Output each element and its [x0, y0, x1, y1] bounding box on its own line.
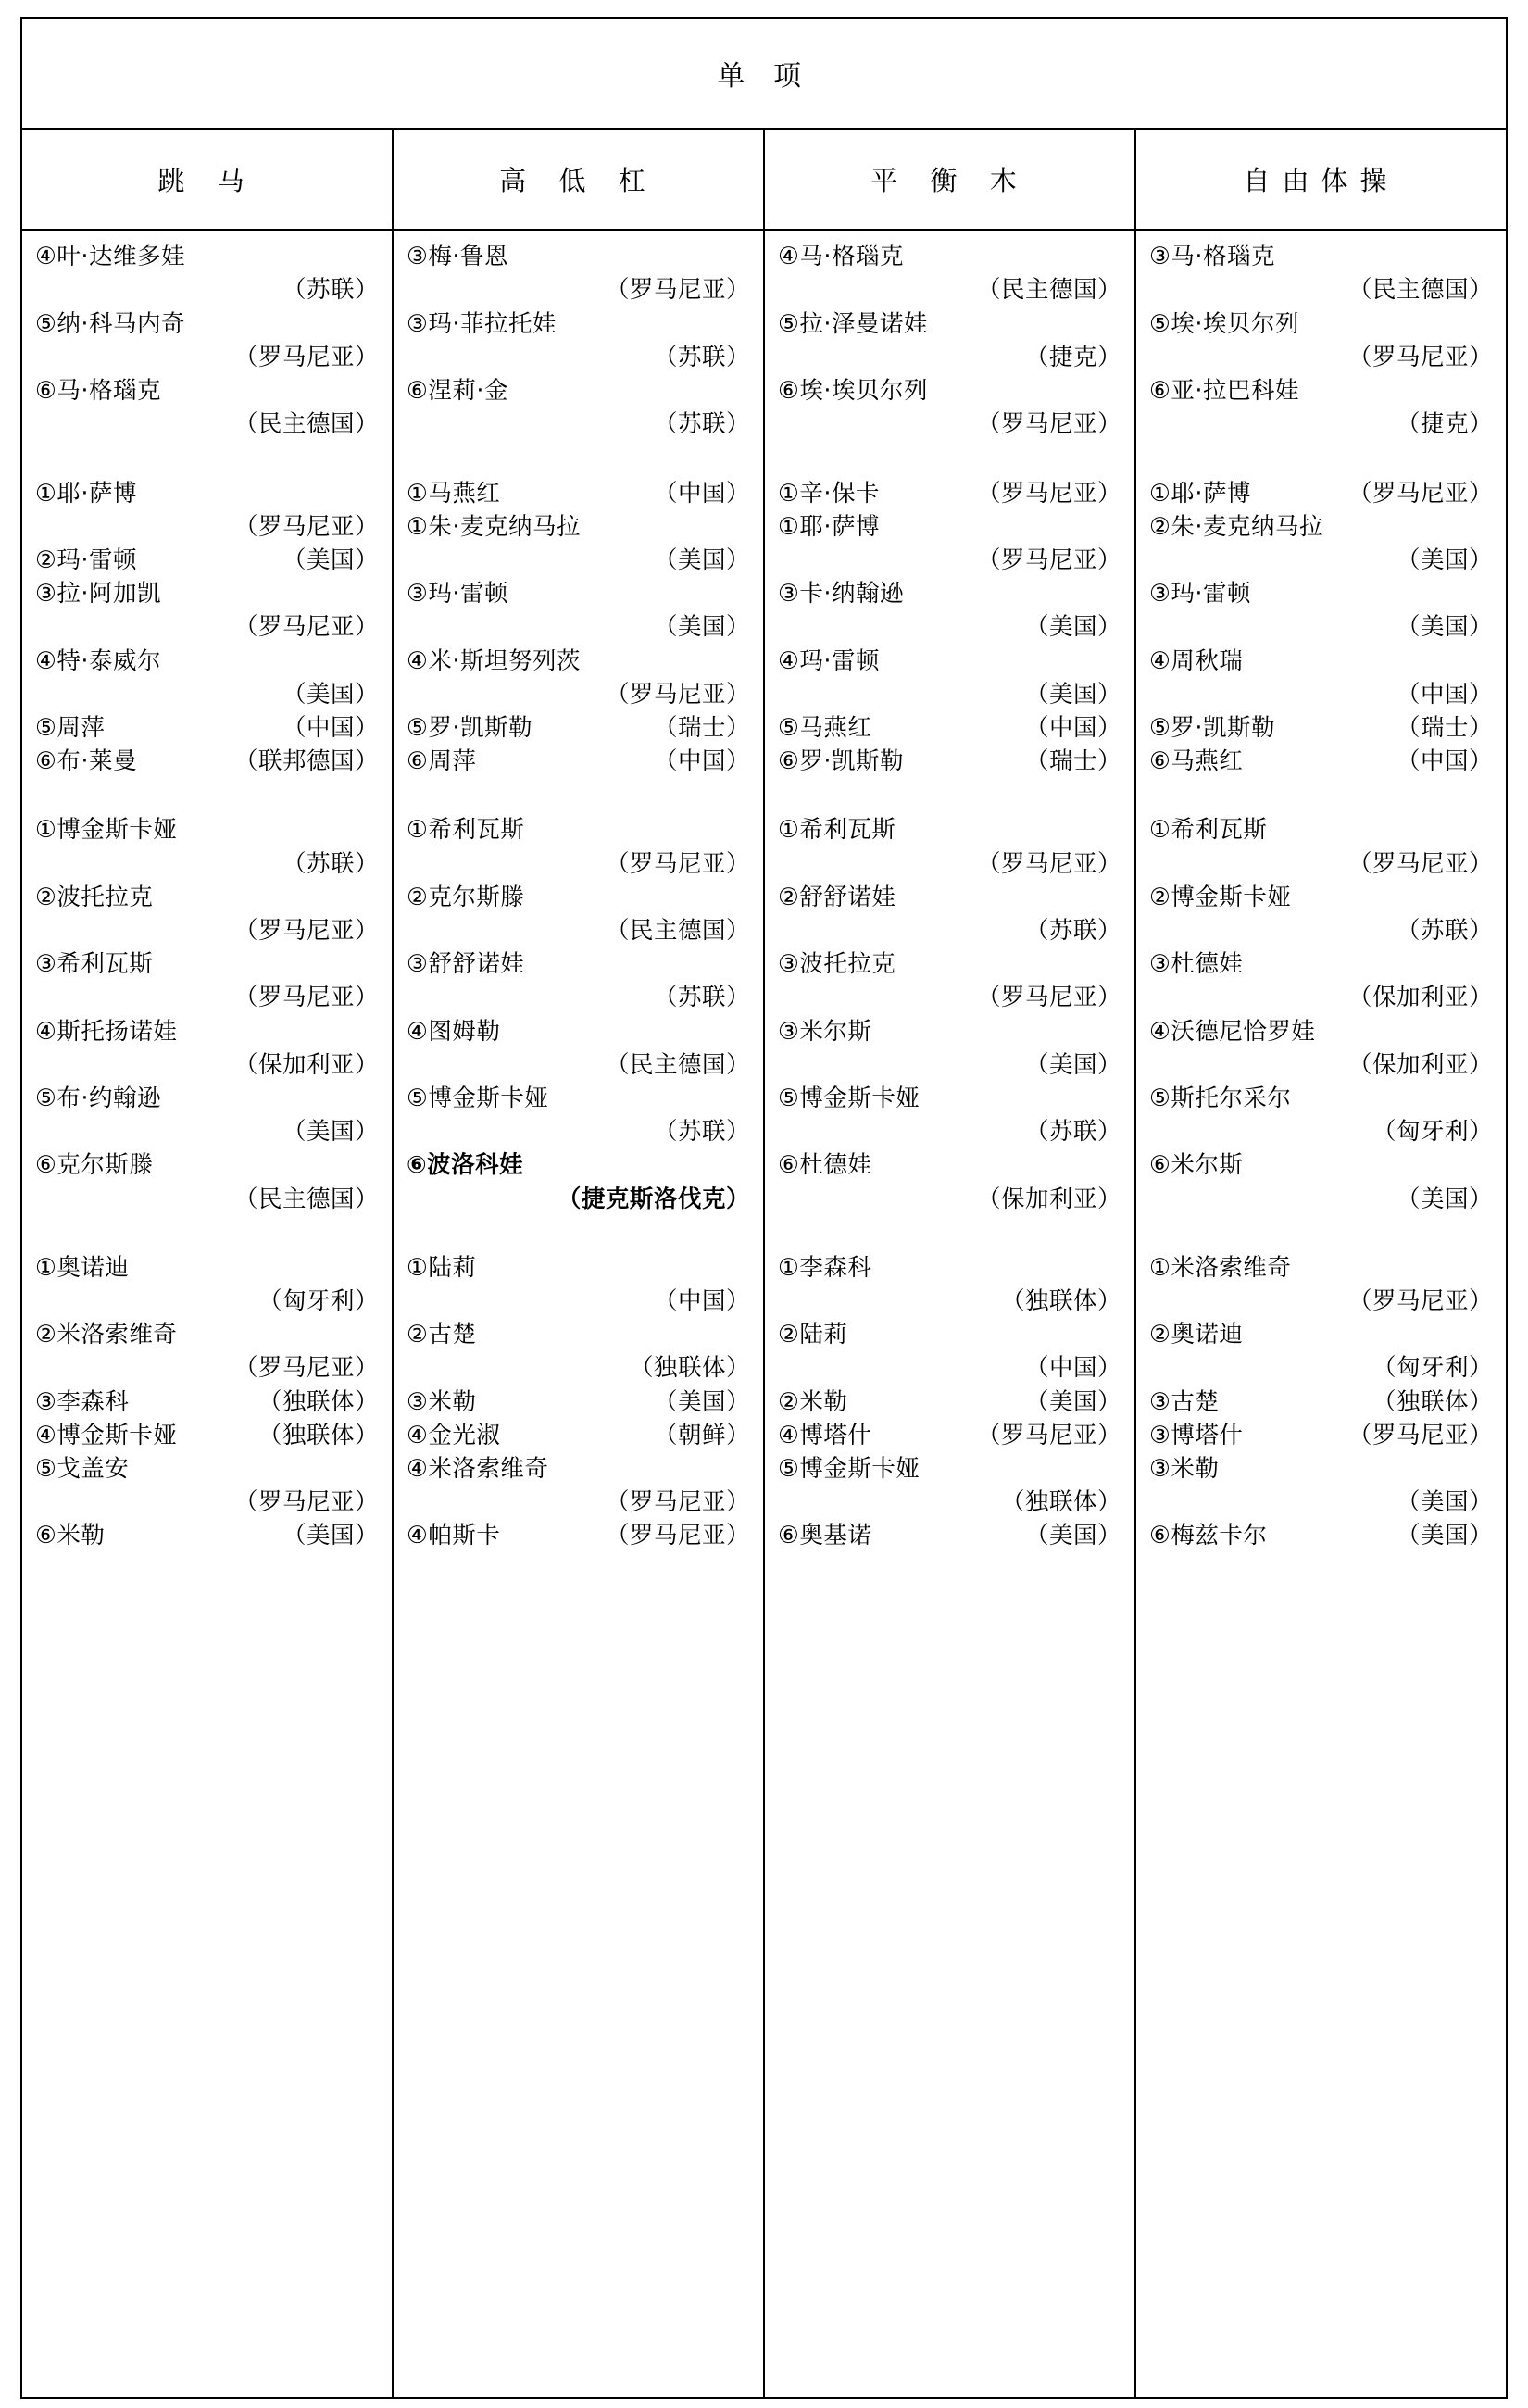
result-group [1149, 240, 1493, 441]
result-entry [1149, 745, 1493, 778]
entry-name: ②波托拉克 [35, 883, 154, 911]
result-entry [778, 307, 1121, 374]
entry-country: （罗马尼亚） [976, 546, 1121, 574]
entry-name: ④米·斯坦努列茨 [407, 646, 582, 675]
result-entry [407, 1082, 750, 1148]
result-entry [407, 1386, 750, 1419]
result-group [35, 813, 379, 1215]
result-entry [778, 1251, 1121, 1318]
result-entry [778, 477, 1121, 510]
result-entry [1149, 1452, 1493, 1519]
entry-name: ④叶·达维多娃 [35, 243, 186, 271]
result-entry [1149, 1386, 1493, 1419]
entry-name: ①米洛索维奇 [1149, 1253, 1292, 1282]
entry-country: （罗马尼亚） [1347, 479, 1493, 508]
result-entry [35, 240, 379, 307]
entry-name: ⑥杜德娃 [778, 1151, 872, 1180]
column-header-uneven-bars: 高 低 杠 [393, 129, 764, 230]
entry-name: ②奥诺迪 [1149, 1321, 1244, 1349]
entry-country: （美国） [1396, 613, 1493, 642]
entry-country: （民主德国） [233, 410, 379, 439]
result-group [778, 477, 1121, 779]
result-entry [1149, 307, 1493, 374]
result-group [35, 477, 379, 779]
entry-country: （美国） [653, 546, 750, 574]
result-entry [407, 1148, 750, 1215]
entry-name: ⑥亚·拉巴科娃 [1149, 377, 1300, 406]
result-entry [778, 1419, 1121, 1452]
result-entry [778, 1519, 1121, 1552]
entry-country: （罗马尼亚） [233, 1354, 379, 1383]
result-entry [1149, 947, 1493, 1014]
entry-country: （苏联） [653, 410, 750, 439]
entry-country: （罗马尼亚） [605, 1488, 750, 1517]
entry-country: （罗马尼亚） [605, 680, 750, 709]
entry-name: ⑤拉·泽曼诺娃 [778, 309, 929, 338]
entry-country: （美国） [1024, 1387, 1121, 1416]
result-group [778, 240, 1121, 441]
entry-name: ③古楚 [1149, 1387, 1220, 1416]
result-entry [1149, 1519, 1493, 1552]
entry-name: ①陆莉 [407, 1253, 477, 1282]
entry-country: （罗马尼亚） [605, 1522, 750, 1550]
result-group [407, 1251, 750, 1553]
result-entry [1149, 881, 1493, 947]
page-title: 单 项 [21, 18, 1507, 129]
entry-name: ②克尔斯滕 [407, 883, 525, 911]
entry-name: ②古楚 [407, 1321, 477, 1349]
result-entry [1149, 1148, 1493, 1215]
entry-country: （苏联） [282, 276, 379, 305]
entry-country: （美国） [1024, 680, 1121, 709]
entry-name: ③马·格瑙克 [1149, 243, 1276, 271]
entry-country: （苏联） [653, 1118, 750, 1147]
entry-name: ⑤戈盖安 [35, 1454, 130, 1483]
entry-country: （美国） [282, 1522, 379, 1550]
result-entry [35, 1519, 379, 1552]
entry-name: ⑥梅兹卡尔 [1149, 1522, 1268, 1550]
result-entry [778, 1148, 1121, 1215]
result-entry [35, 544, 379, 577]
entry-country: （罗马尼亚） [233, 343, 379, 371]
result-entry [35, 881, 379, 947]
entry-name: ①耶·萨博 [778, 512, 881, 541]
result-entry [35, 374, 379, 441]
entry-name: ③舒舒诺娃 [407, 950, 525, 979]
entry-name: ⑥波洛科娃 [407, 1151, 524, 1180]
entry-country: （苏联） [1396, 916, 1493, 945]
entry-name: ⑥埃·埃贝尔列 [778, 377, 929, 406]
result-entry [35, 1148, 379, 1215]
entry-name: ⑤博金斯卡娅 [778, 1084, 921, 1112]
entry-country: （中国） [653, 479, 750, 508]
result-entry [35, 1452, 379, 1519]
entry-name: ①奥诺迪 [35, 1253, 130, 1282]
entry-country: （罗马尼亚） [976, 849, 1121, 878]
result-entry [407, 240, 750, 307]
result-entry [1149, 645, 1493, 711]
entry-country: （捷克） [1024, 343, 1121, 371]
entry-country: （保加利亚） [976, 1185, 1121, 1213]
result-entry [407, 307, 750, 374]
entry-country: （美国） [282, 680, 379, 709]
entry-country: （民主德国） [605, 1050, 750, 1079]
result-entry [778, 947, 1121, 1014]
entry-name: ③杜德娃 [1149, 950, 1244, 979]
entry-name: ⑤布·约翰逊 [35, 1084, 162, 1112]
result-entry [407, 374, 750, 441]
entry-name: ②博金斯卡娅 [1149, 883, 1292, 911]
entry-country: （中国） [1024, 713, 1121, 742]
result-entry [35, 947, 379, 1014]
result-entry [35, 477, 379, 544]
entry-name: ⑥克尔斯滕 [35, 1151, 154, 1180]
result-entry [1149, 1419, 1493, 1452]
entry-country: （独联体） [257, 1421, 379, 1449]
entry-name: ①耶·萨博 [35, 479, 138, 508]
entry-country: （苏联） [1024, 916, 1121, 945]
entry-name: ③玛·雷顿 [407, 580, 509, 608]
entry-country: （美国） [282, 1118, 379, 1147]
entry-country: （保加利亚） [1347, 984, 1493, 1012]
entry-country: （捷克斯洛伐克） [557, 1185, 750, 1213]
result-entry [1149, 510, 1493, 577]
result-group [778, 1251, 1121, 1553]
result-entry [778, 374, 1121, 441]
entry-country: （保加利亚） [1347, 1050, 1493, 1079]
entry-name: ③米勒 [407, 1387, 477, 1416]
entry-country: （中国） [1396, 747, 1493, 776]
entry-country: （美国） [653, 613, 750, 642]
entry-country: （民主德国） [976, 276, 1121, 305]
result-entry [407, 1318, 750, 1385]
result-entry [778, 645, 1121, 711]
entry-country: （中国） [1396, 680, 1493, 709]
entry-country: （罗马尼亚） [976, 984, 1121, 1012]
result-entry [407, 510, 750, 577]
entry-country: （罗马尼亚） [1347, 1421, 1493, 1449]
entry-name: ④金光淑 [407, 1421, 501, 1449]
entry-country: （民主德国） [233, 1185, 379, 1213]
entry-name: ⑥马燕红 [1149, 747, 1244, 776]
result-entry [778, 1015, 1121, 1082]
result-entry [407, 1251, 750, 1318]
result-entry [778, 1386, 1121, 1419]
column-floor-exercise [1135, 230, 1507, 2398]
result-entry [35, 813, 379, 880]
entry-name: ⑤纳·科马内奇 [35, 309, 186, 338]
column-header-vault: 跳 马 [21, 129, 393, 230]
column-vault [21, 230, 393, 2398]
entry-name: ①耶·萨博 [1149, 479, 1252, 508]
result-entry [778, 881, 1121, 947]
result-entry [407, 1519, 750, 1552]
entry-country: （罗马尼亚） [605, 849, 750, 878]
column-header-floor-exercise: 自由体操 [1135, 129, 1507, 230]
entry-country: （罗马尼亚） [233, 916, 379, 945]
result-entry [778, 1452, 1121, 1519]
result-entry [1149, 1015, 1493, 1082]
entry-country: （美国） [653, 1387, 750, 1416]
entry-country: （瑞士） [1396, 713, 1493, 742]
entry-name: ④博塔什 [778, 1421, 872, 1449]
result-entry [1149, 1082, 1493, 1148]
entry-country: （罗马尼亚） [1347, 1286, 1493, 1315]
result-entry [35, 1251, 379, 1318]
entry-name: ①希利瓦斯 [778, 816, 896, 845]
entry-name: ⑥米勒 [35, 1522, 106, 1550]
entry-country: （罗马尼亚） [233, 1488, 379, 1517]
result-entry [35, 307, 379, 374]
entry-name: ③米尔斯 [778, 1017, 872, 1046]
entry-name: ④特·泰威尔 [35, 646, 162, 675]
result-entry [35, 645, 379, 711]
entry-name: ④米洛索维奇 [407, 1454, 549, 1483]
result-group [35, 1251, 379, 1553]
entry-country: （独联体） [1000, 1488, 1121, 1517]
result-entry [35, 745, 379, 778]
entry-country: （中国） [653, 1286, 750, 1315]
entry-name: ⑤博金斯卡娅 [778, 1454, 921, 1483]
entry-name: ②米勒 [778, 1387, 848, 1416]
column-balance-beam [764, 230, 1135, 2398]
entry-name: ②舒舒诺娃 [778, 883, 896, 911]
entry-name: ⑤斯托尔采尔 [1149, 1084, 1292, 1112]
result-entry [407, 1015, 750, 1082]
result-entry [35, 1419, 379, 1452]
entry-name: ⑥米尔斯 [1149, 1151, 1244, 1180]
entry-name: ⑥布·莱曼 [35, 747, 138, 776]
column-uneven-bars [393, 230, 764, 2398]
entry-name: ①辛·保卡 [778, 479, 881, 508]
entry-country: （中国） [282, 713, 379, 742]
result-group [407, 813, 750, 1215]
result-entry [1149, 1318, 1493, 1385]
entry-country: （罗马尼亚） [233, 613, 379, 642]
result-entry [407, 577, 750, 644]
entry-country: （苏联） [282, 849, 379, 878]
entry-name: ②玛·雷顿 [35, 546, 138, 574]
result-entry [407, 711, 750, 745]
entry-name: ⑤罗·凯斯勒 [1149, 713, 1276, 742]
entry-country: （联邦德国） [233, 747, 379, 776]
entry-country: （朝鲜） [653, 1421, 750, 1449]
result-entry [407, 1452, 750, 1519]
result-entry [407, 1419, 750, 1452]
entry-country: （美国） [282, 546, 379, 574]
column-header-balance-beam: 平 衡 木 [764, 129, 1135, 230]
result-entry [35, 577, 379, 644]
result-entry [778, 1082, 1121, 1148]
result-group [1149, 477, 1493, 779]
result-entry [407, 947, 750, 1014]
entry-name: ⑤罗·凯斯勒 [407, 713, 533, 742]
entry-country: （独联体） [257, 1387, 379, 1416]
result-entry [1149, 813, 1493, 880]
result-entry [407, 645, 750, 711]
entry-name: ④斯托扬诺娃 [35, 1017, 178, 1046]
entry-name: ⑥周萍 [407, 747, 477, 776]
entry-name: ③希利瓦斯 [35, 950, 154, 979]
result-entry [35, 711, 379, 745]
result-entry [1149, 240, 1493, 307]
entry-country: （瑞士） [653, 713, 750, 742]
entry-country: （美国） [1396, 546, 1493, 574]
result-entry [35, 1082, 379, 1148]
entry-country: （瑞士） [1024, 747, 1121, 776]
result-group [778, 813, 1121, 1215]
entry-country: （独联体） [1000, 1286, 1121, 1315]
entry-name: ③李森科 [35, 1387, 130, 1416]
entry-country: （捷克） [1396, 410, 1493, 439]
result-group [407, 240, 750, 441]
result-entry [1149, 577, 1493, 644]
entry-name: ①博金斯卡娅 [35, 816, 178, 845]
entry-name: ③博塔什 [1149, 1421, 1244, 1449]
entry-country: （苏联） [653, 984, 750, 1012]
result-entry [778, 745, 1121, 778]
result-entry [778, 711, 1121, 745]
entry-country: （苏联） [1024, 1118, 1121, 1147]
entry-name: ③波托拉克 [778, 950, 896, 979]
entry-name: ④玛·雷顿 [778, 646, 881, 675]
entry-country: （中国） [653, 747, 750, 776]
entry-name: ③拉·阿加凯 [35, 580, 162, 608]
table-body-row [21, 230, 1507, 2398]
entry-name: ④帕斯卡 [407, 1522, 501, 1550]
entry-name: ⑥罗·凯斯勒 [778, 747, 905, 776]
entry-country: （美国） [1024, 1050, 1121, 1079]
entry-name: ①希利瓦斯 [1149, 816, 1268, 845]
result-entry [407, 881, 750, 947]
entry-country: （独联体） [1371, 1387, 1493, 1416]
entry-country: （匈牙利） [1371, 1354, 1493, 1383]
entry-name: ①马燕红 [407, 479, 501, 508]
entry-name: ②朱·麦克纳马拉 [1149, 512, 1324, 541]
entry-name: ③玛·雷顿 [1149, 580, 1252, 608]
entry-country: （罗马尼亚） [233, 512, 379, 541]
result-entry [407, 477, 750, 510]
entry-country: （民主德国） [605, 916, 750, 945]
entry-country: （美国） [1396, 1185, 1493, 1213]
entry-name: ⑤博金斯卡娅 [407, 1084, 549, 1112]
entry-country: （美国） [1024, 613, 1121, 642]
entry-name: ⑤周萍 [35, 713, 106, 742]
result-group [35, 240, 379, 441]
result-group [407, 477, 750, 779]
result-entry [35, 1386, 379, 1419]
entry-country: （美国） [1024, 1522, 1121, 1550]
results-table [20, 17, 1508, 2399]
result-entry [778, 813, 1121, 880]
entry-name: ④博金斯卡娅 [35, 1421, 178, 1449]
entry-country: （独联体） [629, 1354, 750, 1383]
entry-name: ④周秋瑞 [1149, 646, 1244, 675]
entry-country: （罗马尼亚） [976, 479, 1121, 508]
entry-country: （苏联） [653, 343, 750, 371]
result-entry [35, 1015, 379, 1082]
table-title-row [21, 18, 1507, 129]
entry-name: ②米洛索维奇 [35, 1321, 178, 1349]
entry-name: ⑤埃·埃贝尔列 [1149, 309, 1300, 338]
entry-name: ②陆莉 [778, 1321, 848, 1349]
result-entry [778, 510, 1121, 577]
entry-name: ①朱·麦克纳马拉 [407, 512, 582, 541]
entry-name: ①希利瓦斯 [407, 816, 525, 845]
result-entry [1149, 711, 1493, 745]
entry-country: （罗马尼亚） [1347, 343, 1493, 371]
result-entry [407, 813, 750, 880]
result-group [1149, 813, 1493, 1215]
result-entry [1149, 374, 1493, 441]
entry-name: ④马·格瑙克 [778, 243, 905, 271]
result-entry [1149, 1251, 1493, 1318]
result-entry [1149, 477, 1493, 510]
entry-country: （罗马尼亚） [976, 410, 1121, 439]
entry-country: （罗马尼亚） [1347, 849, 1493, 878]
entry-country: （罗马尼亚） [605, 276, 750, 305]
entry-country: （中国） [1024, 1354, 1121, 1383]
entry-country: （民主德国） [1347, 276, 1493, 305]
entry-country: （美国） [1396, 1488, 1493, 1517]
entry-name: ⑥马·格瑙克 [35, 377, 162, 406]
entry-country: （美国） [1396, 1522, 1493, 1550]
entry-country: （保加利亚） [233, 1050, 379, 1079]
entry-name: ③卡·纳翰逊 [778, 580, 905, 608]
result-entry [778, 577, 1121, 644]
table-header-row [21, 129, 1507, 230]
entry-country: （匈牙利） [1371, 1118, 1493, 1147]
entry-name: ⑥涅莉·金 [407, 377, 509, 406]
result-entry [778, 240, 1121, 307]
entry-country: （罗马尼亚） [233, 984, 379, 1012]
entry-name: ③梅·鲁恩 [407, 243, 509, 271]
result-group [1149, 1251, 1493, 1553]
result-entry [35, 1318, 379, 1385]
entry-country: （罗马尼亚） [976, 1421, 1121, 1449]
entry-name: ④沃德尼恰罗娃 [1149, 1017, 1316, 1046]
entry-name: ③米勒 [1149, 1454, 1220, 1483]
entry-name: ⑤马燕红 [778, 713, 872, 742]
entry-country: （匈牙利） [257, 1286, 379, 1315]
result-entry [407, 745, 750, 778]
entry-name: ①李森科 [778, 1253, 872, 1282]
entry-name: ④图姆勒 [407, 1017, 501, 1046]
result-entry [778, 1318, 1121, 1385]
entry-name: ⑥奥基诺 [778, 1522, 872, 1550]
entry-name: ③玛·菲拉托娃 [407, 309, 557, 338]
